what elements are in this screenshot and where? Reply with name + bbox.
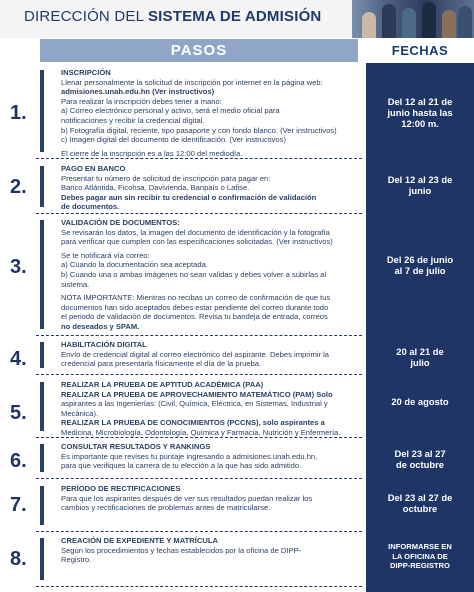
date-line: Del 23 al 27 xyxy=(394,448,446,459)
step-text-line: Según los procedimientos y fechas establecidos por la oficina de DIPP- xyxy=(61,545,302,555)
step-text-line: Banco Atlántida, Ficohsa, Davivienda, Banpaís o Lafise. xyxy=(61,183,250,193)
step-date xyxy=(366,346,474,368)
date-line: octubre xyxy=(402,503,438,514)
step-number: 8. xyxy=(10,548,27,570)
step-text-line: de documentos. xyxy=(61,202,120,212)
step-heading: VALIDACIÓN DE DOCUMENTOS: xyxy=(61,218,180,227)
fechas-label: FECHAS xyxy=(391,43,449,58)
step-divider xyxy=(36,531,362,532)
step-number: 7. xyxy=(10,494,27,516)
step-description xyxy=(61,218,361,332)
step-heading: PAGO EN BANCO xyxy=(61,164,126,173)
step-text-line: no deseados y SPAM. xyxy=(61,321,140,331)
step-divider xyxy=(36,213,362,214)
title-bold: SISTEMA DE ADMISIÓN xyxy=(147,8,322,25)
date-line: julio xyxy=(410,357,430,368)
step-number: 1. xyxy=(10,102,27,124)
step-text-line: cambios y rectificaciones de problemas antes de matricularse. xyxy=(61,503,271,513)
step-divider xyxy=(36,335,362,336)
step-heading: PERÍODO DE RECTIFICACIONES xyxy=(61,484,181,493)
step-text-line: notificaciones y recibir la credencial digital. xyxy=(61,115,205,125)
step-text-line: el periodo de validación de documentos. Revisa tu bandeja de entrada, correos xyxy=(61,312,328,322)
step-accent-bar xyxy=(40,444,44,472)
date-line: DIPP-REGISTRO xyxy=(390,561,450,570)
step-text-line: a) Cuando la documentación sea aceptada. xyxy=(61,260,208,270)
date-line: de octubre xyxy=(396,459,444,470)
step-number: 4. xyxy=(10,348,27,370)
step-heading: CREACIÓN DE EXPEDIENTE Y MATRÍCULA xyxy=(61,536,218,545)
step-accent-bar xyxy=(40,486,44,525)
date-line: 12:00 m. xyxy=(401,118,439,129)
step-heading: HABILITACIÓN DIGITAL xyxy=(61,340,147,349)
step-accent-bar xyxy=(40,382,44,431)
step-text-line: Se revisarán los datos, la imagen del documento de identificación y la fotografía xyxy=(61,227,330,237)
step-text-line: Llenar personalmente la solicitud de inscripción por internet en la página web: xyxy=(61,77,323,87)
step-description xyxy=(61,340,361,369)
step-description xyxy=(61,484,361,513)
step-date xyxy=(366,542,474,571)
step-heading: INSCRIPCIÓN xyxy=(61,68,111,77)
step-number: 6. xyxy=(10,450,27,472)
step-text-line: Para realizar la inscripción debes tener a mano: xyxy=(61,96,222,106)
step-text-line: admisiones.unah.edu.hn (Ver instructivos) xyxy=(61,87,215,97)
step-accent-bar xyxy=(40,342,44,368)
date-line: junio xyxy=(408,185,432,196)
step-text-line: Debes pagar aun sin recibir tu credencial o confirmación de validación xyxy=(61,192,317,202)
step-date xyxy=(366,96,474,129)
step-text-line: REALIZAR LA PRUEBA DE APROVECHAMIENTO MATEMÁTICO (PAM) Solo xyxy=(61,389,333,399)
step-description xyxy=(61,536,361,565)
step-text-line: aspirantes a las Ingenierías: (Civil, Química, Eléctrica, en Sistemas, Industrial y xyxy=(61,399,328,409)
date-line: Del 12 al 23 de xyxy=(387,174,453,185)
date-line: Del 23 al 27 de xyxy=(387,492,453,503)
step-date xyxy=(366,448,474,470)
step-divider xyxy=(36,586,362,587)
step-text-line: credencial para presentarla físicamente el día de la prueba. xyxy=(61,359,262,369)
title-prefix: DIRECCIÓN DEL xyxy=(24,8,144,25)
step-text-line: b) Fotografía digital, reciente, tipo pasaporte y con fondo blanco. (Ver instructivos) xyxy=(61,125,337,135)
step-text-line: Es importante que revises tu puntaje ingresando a admisiones.unah.edu.hn, xyxy=(61,451,318,461)
step-heading: REALIZAR LA PRUEBA DE APTITUD ACADÉMICA (PAA) xyxy=(61,380,264,389)
step-text-line: sistema. xyxy=(61,279,90,289)
step-text-line: para que verifiques la carrera de tu elección a la que has sido admitido. xyxy=(61,461,302,471)
step-text-line: Presentar tu número de solicitud de inscripción para pagar en: xyxy=(61,173,271,183)
step-divider xyxy=(36,437,362,438)
step-text-line: a) Correo electrónico personal y activo, será el medio oficial para xyxy=(61,106,280,116)
header xyxy=(0,0,474,38)
date-line: Del 12 al 21 de xyxy=(387,96,453,107)
step-text-line: Mecánica). xyxy=(61,408,99,418)
date-line: LA OFICINA DE xyxy=(392,551,448,561)
step-number: 3. xyxy=(10,256,27,278)
step-accent-bar xyxy=(40,220,44,329)
step-date xyxy=(366,254,474,276)
date-line: INFORMARSE EN xyxy=(388,542,452,551)
step-divider xyxy=(36,478,362,479)
fechas-header xyxy=(366,39,474,62)
step-text-line: Medicina, Microbiología, Odontología, Química y Farmacia, Nutrición y Enfermería. xyxy=(61,427,341,437)
step-number: 2. xyxy=(10,176,27,198)
pasos-label: PASOS xyxy=(170,42,228,59)
step-date xyxy=(366,396,474,407)
step-accent-bar xyxy=(40,70,44,152)
date-line: 20 de agosto xyxy=(391,396,449,407)
step-description xyxy=(61,380,361,438)
step-text-line: c) Imagen digital del documento de identificación. (Ver instructivos) xyxy=(61,135,286,145)
step-text-line: Registro. xyxy=(61,555,92,565)
step-divider xyxy=(36,158,362,159)
step-text-line: REALIZAR LA PRUEBA DE CONOCIMIENTOS (PCCNS), solo aspirantes a xyxy=(61,418,325,428)
step-description xyxy=(61,68,361,158)
date-line: 20 al 21 de xyxy=(396,346,444,357)
step-text-line: documentos han sido aceptados debes estar pendiente del correo durante todo xyxy=(61,302,329,312)
date-line: al 7 de julio xyxy=(394,265,446,276)
step-date xyxy=(366,492,474,514)
step-text-line: Se te notificará vía correo: xyxy=(61,250,150,260)
pasos-header xyxy=(40,39,358,62)
step-date xyxy=(366,174,474,196)
step-text-line: para verificar que cumplen con las especificaciones solicitadas. (Ver instructivos) xyxy=(61,237,333,247)
step-text-line: Envío de credencial digital al correo electrónico del aspirante. Debes imprimir la xyxy=(61,349,330,359)
header-photo xyxy=(352,0,474,38)
step-divider xyxy=(36,374,362,375)
step-text-line: El cierre de la inscripción es a las 12:00 del mediodía. xyxy=(61,148,243,158)
step-text-line: NOTA IMPORTANTE: Mientras no recibas un correo de confirmación de que tus xyxy=(61,293,331,303)
date-line: Del 26 de junio xyxy=(386,254,454,265)
step-description xyxy=(61,164,361,212)
step-text-line: b) Cuando una o ambas imágenes no sean validas y debes volver a subirlas al xyxy=(61,269,327,279)
step-accent-bar xyxy=(40,538,44,580)
step-description xyxy=(61,442,361,471)
page-title xyxy=(24,8,321,25)
step-heading: CONSULTAR RESULTADOS Y RANKINGS xyxy=(61,442,211,451)
step-number: 5. xyxy=(10,402,27,424)
date-line: junio hasta las xyxy=(387,107,453,118)
step-accent-bar xyxy=(40,166,44,207)
step-text-line: Para que los aspirantes después de ver sus resultados puedan realizar los xyxy=(61,493,313,503)
